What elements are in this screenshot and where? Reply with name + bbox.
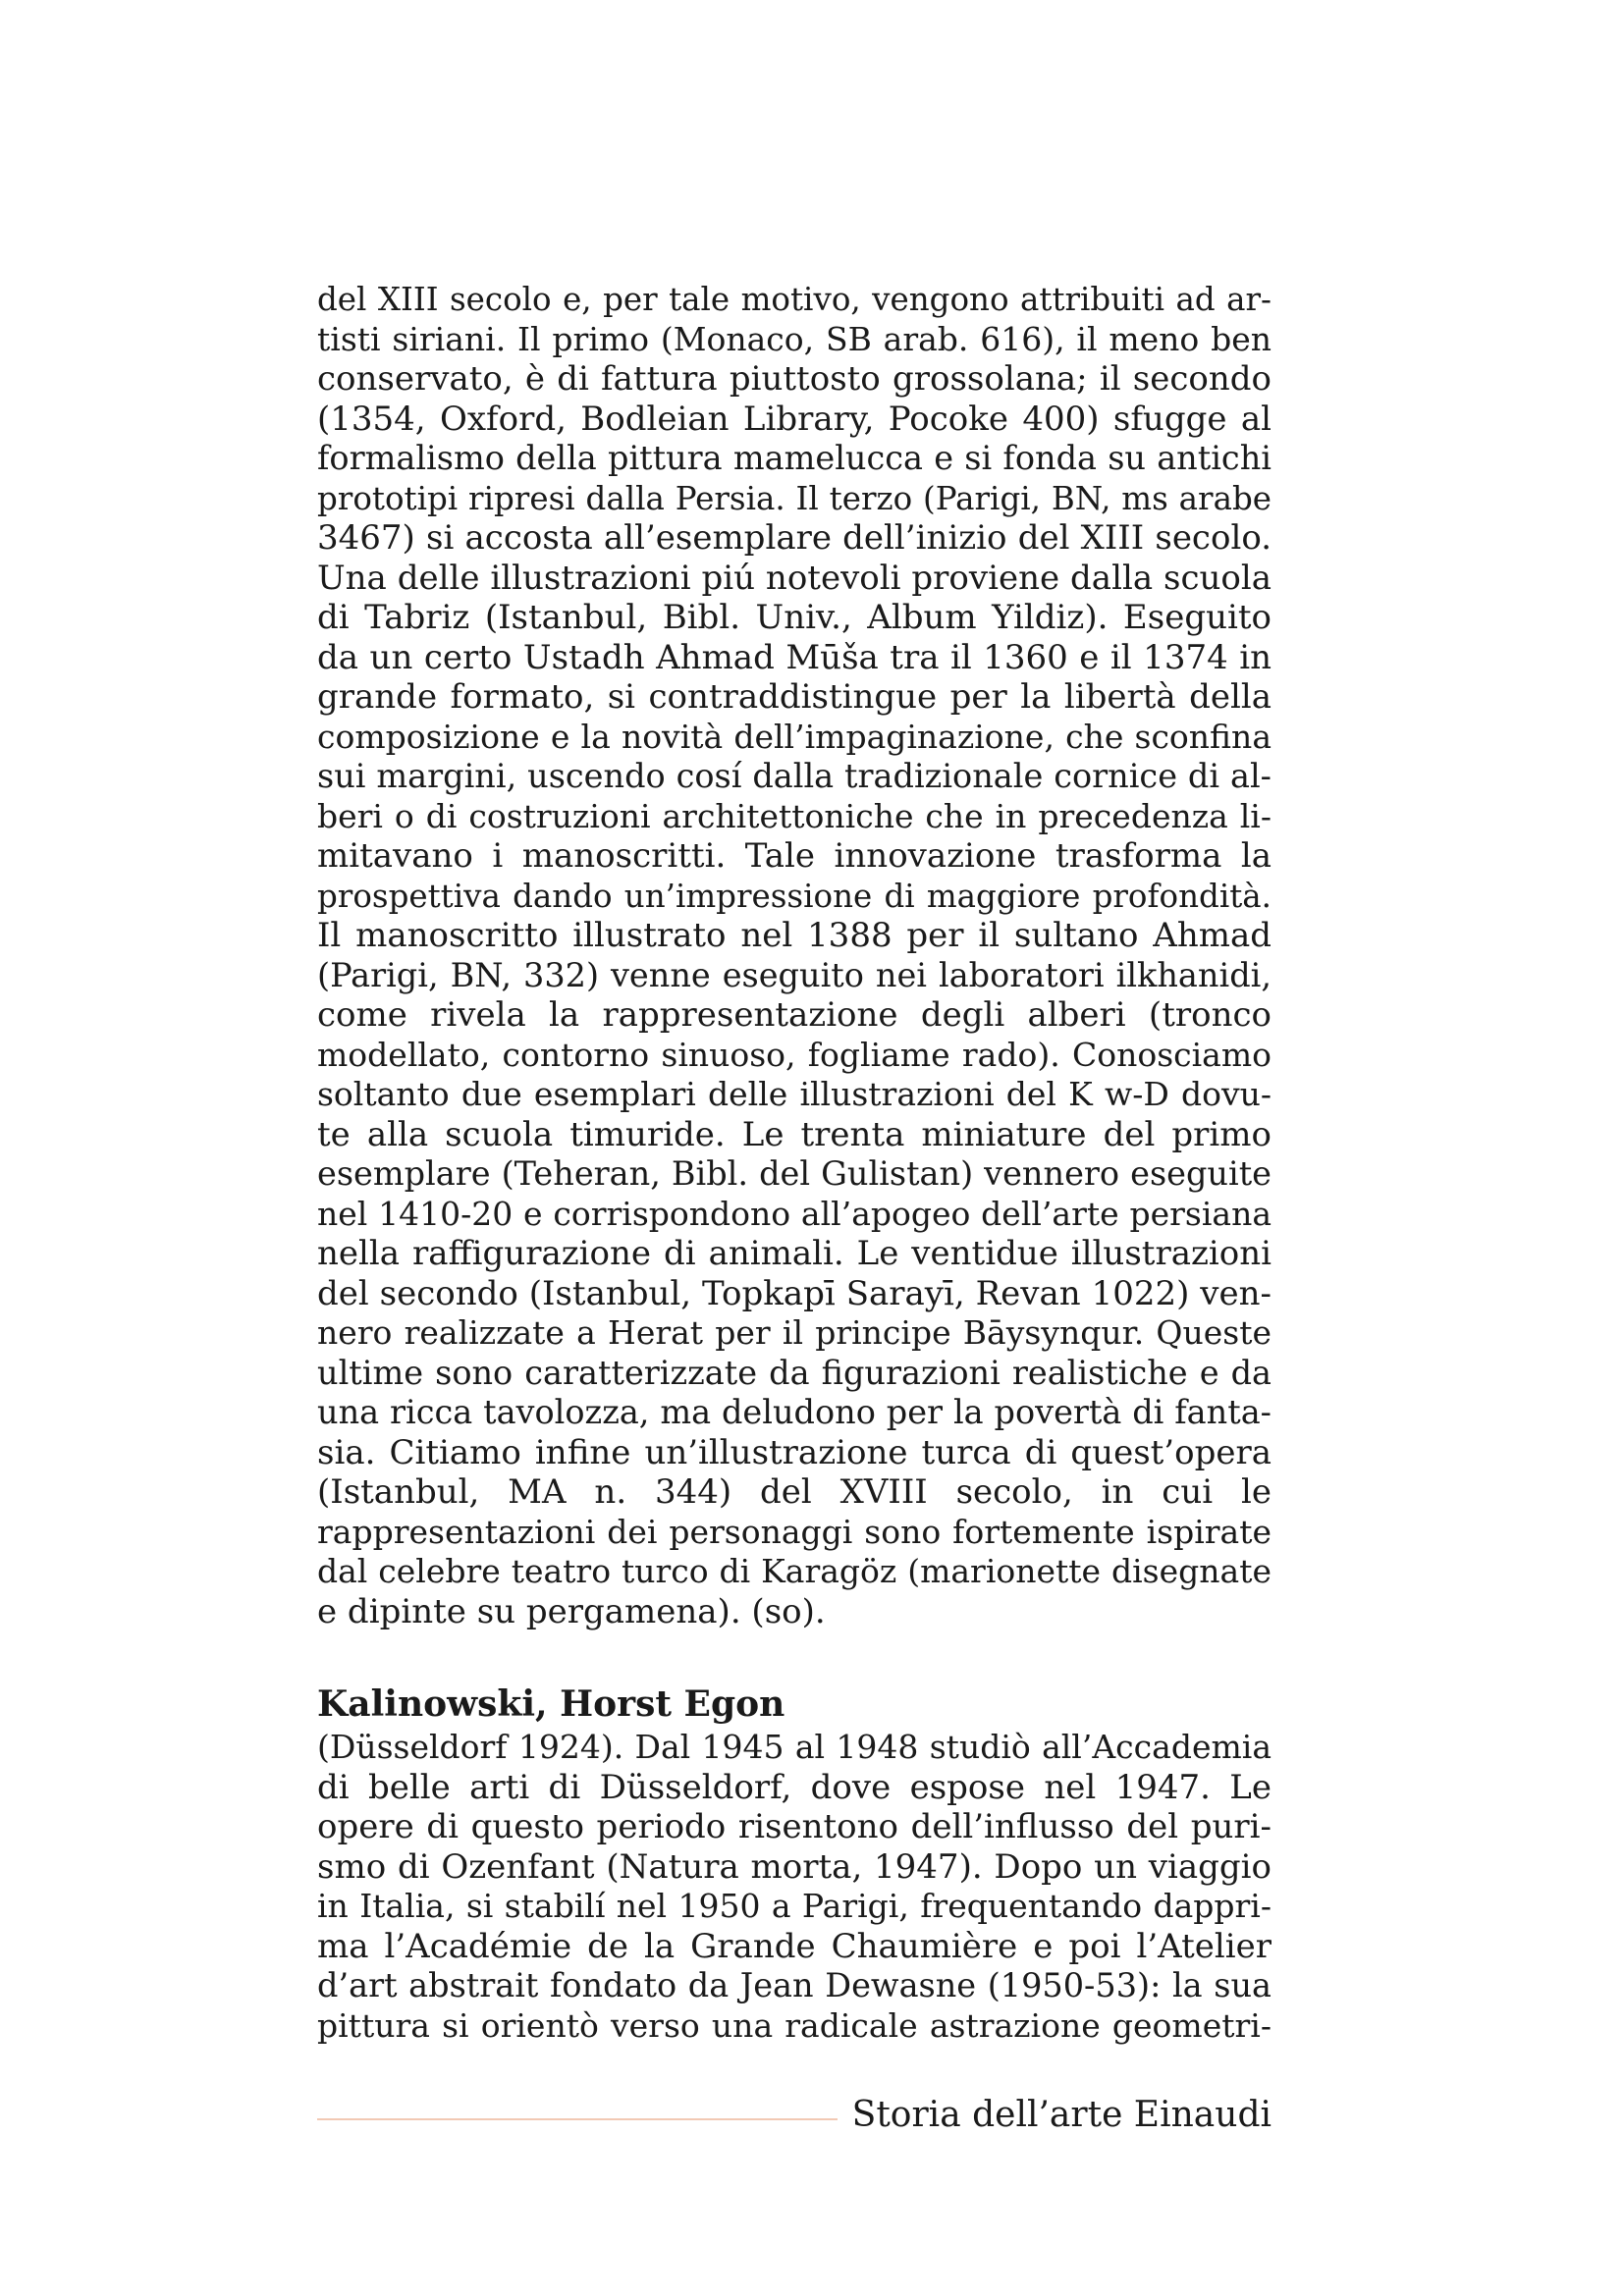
article-body <box>317 280 1271 1631</box>
body-line: modellato, contorno sinuoso, fogliame rado). Conosciamo <box>317 1035 1271 1074</box>
body-line: (Parigi, BN, 332) venne eseguito nei laboratori ilkhanidi, <box>317 955 1271 994</box>
body-line: Una delle illustrazioni piú notevoli proviene dalla scuola <box>317 558 1271 598</box>
entry-line: ma l’Académie de la Grande Chaumière e poi l’Atelier <box>317 1926 1271 1966</box>
body-line: rappresentazioni dei personaggi sono fortemente ispirate <box>317 1512 1271 1551</box>
body-line: te alla scuola timuride. Le trenta miniature del primo <box>317 1114 1271 1154</box>
body-line: di Tabriz (Istanbul, Bibl. Univ., Album Yildiz). Eseguito <box>317 598 1271 637</box>
body-line: esemplare (Teheran, Bibl. del Gulistan) vennero eseguite <box>317 1154 1271 1193</box>
body-line: 3467) si accosta all’esemplare dell’inizio del XIII secolo. <box>317 518 1271 558</box>
entry-line: in Italia, si stabilí nel 1950 a Parigi, frequentando dappri- <box>317 1887 1271 1925</box>
footer-divider <box>317 2118 838 2120</box>
body-line: del secondo (Istanbul, Topkapī Sarayī, Revan 1022) ven- <box>317 1273 1271 1313</box>
body-line: Il manoscritto illustrato nel 1388 per il sultano Ahmad <box>317 916 1271 955</box>
body-line: e dipinte su pergamena). (so). <box>317 1591 826 1631</box>
body-line: prospettiva dando un’impressione di maggiore profondità. <box>317 877 1271 915</box>
entry-body <box>317 1728 1271 2046</box>
body-line: grande formato, si contraddistingue per la libertà della <box>317 677 1271 717</box>
entry-line: d’art abstrait fondato da Jean Dewasne (1950-53): la sua <box>317 1966 1271 2004</box>
footer-title: Storia dell’arte Einaudi <box>851 2095 1271 2135</box>
entry-line: (Düsseldorf 1924). Dal 1945 al 1948 studiò all’Accademia <box>317 1728 1271 1766</box>
page-content <box>317 280 1271 2046</box>
body-line: (1354, Oxford, Bodleian Library, Pocoke 400) sfugge al <box>317 399 1271 439</box>
body-line: conservato, è di fattura piuttosto grossolana; il secondo <box>317 359 1271 399</box>
body-line: dal celebre teatro turco di Karagöz (marionette disegnate <box>317 1552 1271 1590</box>
body-line: composizione e la novità dell’impaginazione, che sconfina <box>317 717 1271 756</box>
entry-heading: Kalinowski, Horst Egon <box>317 1683 785 1725</box>
body-line: soltanto due esemplari delle illustrazioni del K w-D dovu- <box>317 1075 1271 1113</box>
body-line: nella raffigurazione di animali. Le ventidue illustrazioni <box>317 1234 1271 1273</box>
body-line: nel 1410-20 e corrispondono all’apogeo dell’arte persiana <box>317 1194 1271 1233</box>
body-line: mitavano i manoscritti. Tale innovazione trasforma la <box>317 836 1271 876</box>
entry-line: pittura si orientò verso una radicale astrazione geometri- <box>317 2005 1271 2045</box>
body-line: sia. Citiamo infine un’illustrazione turca di quest’opera <box>317 1432 1271 1472</box>
body-line: tisti siriani. Il primo (Monaco, SB arab. 616), il meno ben <box>317 319 1271 358</box>
body-line: una ricca tavolozza, ma deludono per la povertà di fanta- <box>317 1393 1271 1431</box>
entry-line: opere di questo periodo risentono dell’influsso del puri- <box>317 1807 1271 1846</box>
body-line: nero realizzate a Herat per il principe Bāysynqur. Queste <box>317 1313 1271 1352</box>
entry-line: di belle arti di Düsseldorf, dove espose nel 1947. Le <box>317 1767 1271 1807</box>
body-line: ultime sono caratterizzate da figurazioni realistiche e da <box>317 1353 1271 1392</box>
body-line: prototipi ripresi dalla Persia. Il terzo (Parigi, BN, ms arabe <box>317 479 1271 517</box>
body-line: beri o di costruzioni architettoniche che in precedenza li- <box>317 796 1271 835</box>
body-line: del XIII secolo e, per tale motivo, vengono attribuiti ad ar- <box>317 281 1271 318</box>
body-line: sui margini, uscendo cosí dalla tradizionale cornice di al- <box>317 757 1271 795</box>
body-line: (Istanbul, MA n. 344) del XVIII secolo, in cui le <box>317 1472 1271 1512</box>
body-line: come rivela la rappresentazione degli alberi (tronco <box>317 995 1271 1035</box>
body-line: formalismo della pittura mamelucca e si fonda su antichi <box>317 439 1271 477</box>
entry-line: smo di Ozenfant (Natura morta, 1947). Dopo un viaggio <box>317 1846 1271 1887</box>
body-line: da un certo Ustadh Ahmad Mūšа tra il 1360 e il 1374 in <box>317 637 1271 677</box>
page-footer <box>317 2091 1271 2140</box>
